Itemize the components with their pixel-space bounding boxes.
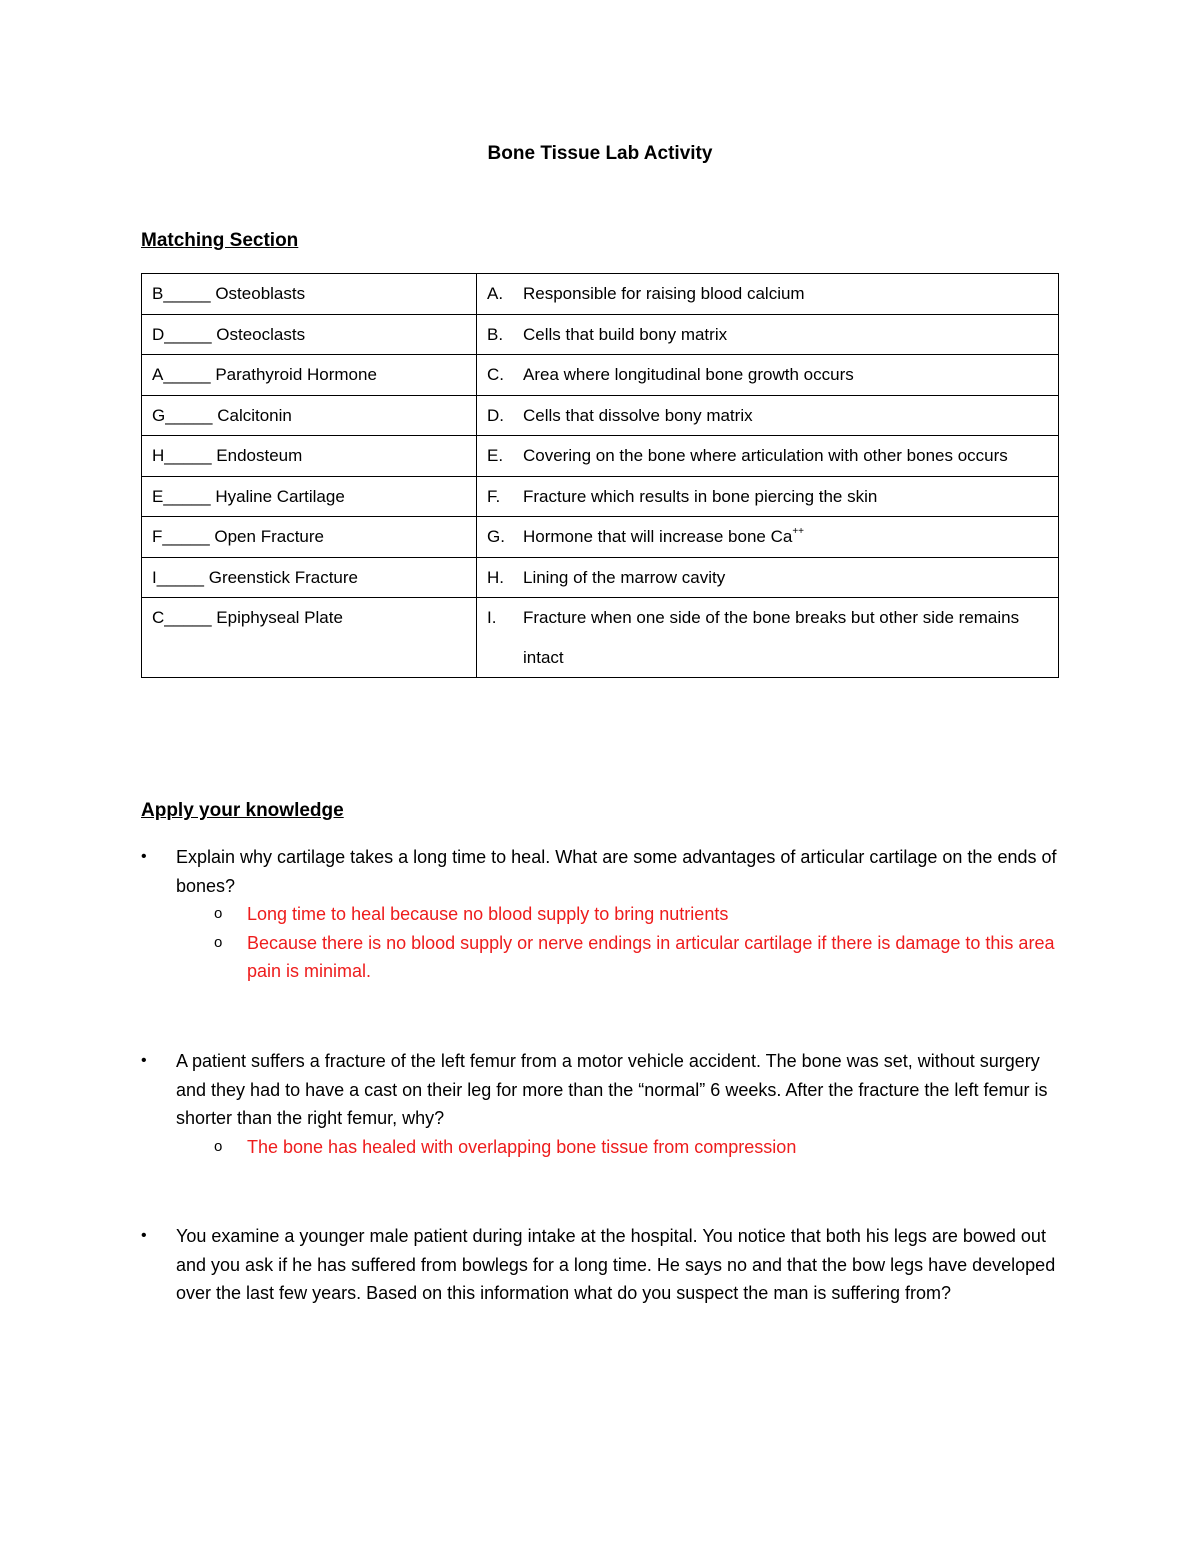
definition-cell [477,517,1059,558]
table-row [142,274,1059,315]
definition-cell [477,476,1059,517]
definition-cell [477,436,1059,477]
apply-knowledge-heading: Apply your knowledge [141,800,344,821]
sub-bullet-icon: o [214,1137,223,1155]
term-cell: I_____ Greenstick Fracture [142,557,477,598]
bullet-icon: • [141,1052,147,1069]
answer-text: Long time to heal because no blood supply to bring nutrients [247,904,729,924]
bullet-icon: • [141,1227,147,1244]
answer-text: Because there is no blood supply or nerve endings in articular cartilage if there is damage to this area pain is minimal. [247,932,1055,981]
definition-letter: D. [487,405,504,425]
term-cell: A_____ Parathyroid Hormone [142,355,477,396]
term-cell: G_____ Calcitonin [142,395,477,436]
sub-bullet-icon: o [214,905,223,922]
definition-cell [477,274,1059,315]
definition-text: Fracture which results in bone piercing the skin [523,486,878,506]
table-row [142,517,1059,558]
calcium-charge-superscript: ++ [792,526,804,537]
definition-letter: I. [487,608,497,627]
answer-item [141,929,1071,986]
sub-bullet-icon: o [214,933,223,951]
answer-item [141,900,1071,929]
question-item [141,843,1071,986]
definition-letter: B. [487,324,504,344]
term-cell: H_____ Endosteum [142,436,477,477]
definition-text: Area where longitudinal bone growth occurs [523,365,854,384]
definition-cell [477,314,1059,355]
matching-table [141,273,1059,678]
definition-cell [477,598,1059,678]
answer-item [141,1133,1071,1162]
definition-cell [477,395,1059,436]
table-row [142,436,1059,477]
term-cell: E_____ Hyaline Cartilage [142,476,477,517]
table-row [142,557,1059,598]
definition-text: Fracture when one side of the bone breaks but other side remains intact [523,608,1020,667]
answer-list [141,900,1071,986]
question-item [141,1047,1071,1161]
answer-list [141,1133,1071,1162]
term-cell: B_____ Osteoblasts [142,274,477,315]
term-cell: C_____ Epiphyseal Plate [142,598,477,678]
table-row [142,314,1059,355]
page-title: Bone Tissue Lab Activity [487,143,713,164]
definition-cell [477,355,1059,396]
matching-section-heading: Matching Section [141,230,299,251]
definition-text: Cells that build bony matrix [523,324,728,344]
table-row [142,598,1059,678]
table-row [142,476,1059,517]
definition-cell [477,557,1059,598]
bullet-icon: • [141,848,147,865]
definition-letter: H. [487,567,504,587]
table-row [142,395,1059,436]
question-text: Explain why cartilage takes a long time to heal. What are some advantages of articular cartilage on the ends of bones? [176,847,1057,896]
table-row [142,355,1059,396]
definition-text: Covering on the bone where articulation with other bones occurs [523,446,1008,465]
definition-letter: A. [487,284,504,303]
definition-letter: C. [487,365,504,384]
definition-text: Responsible for raising blood calcium [523,284,805,303]
definition-text [523,517,1043,557]
term-cell: F_____ Open Fracture [142,517,477,558]
definition-letter: E. [487,446,504,465]
definition-text-main: Hormone that will increase bone Ca [523,527,793,546]
definition-letter: G. [487,527,505,546]
answer-text: The bone has healed with overlapping bone tissue from compression [247,1136,797,1157]
question-text: A patient suffers a fracture of the left femur from a motor vehicle accident. The bone was set, without surgery and they had to have a cast on their leg for more than the “normal” 6 weeks. After the fracture the left femur is shorter than the right femur, why? [176,1051,1048,1128]
question-item [141,1222,1071,1308]
definition-text: Cells that dissolve bony matrix [523,405,753,425]
term-cell: D_____ Osteoclasts [142,314,477,355]
question-text: You examine a younger male patient during intake at the hospital. You notice that both his legs are bowed out and you ask if he has suffered from bowlegs for a long time. He says no and that the bow legs have developed over the last few years. Based on this information what do you suspect the man is suffering from? [176,1226,1056,1303]
definition-text: Lining of the marrow cavity [523,567,726,587]
definition-letter: F. [487,486,501,506]
